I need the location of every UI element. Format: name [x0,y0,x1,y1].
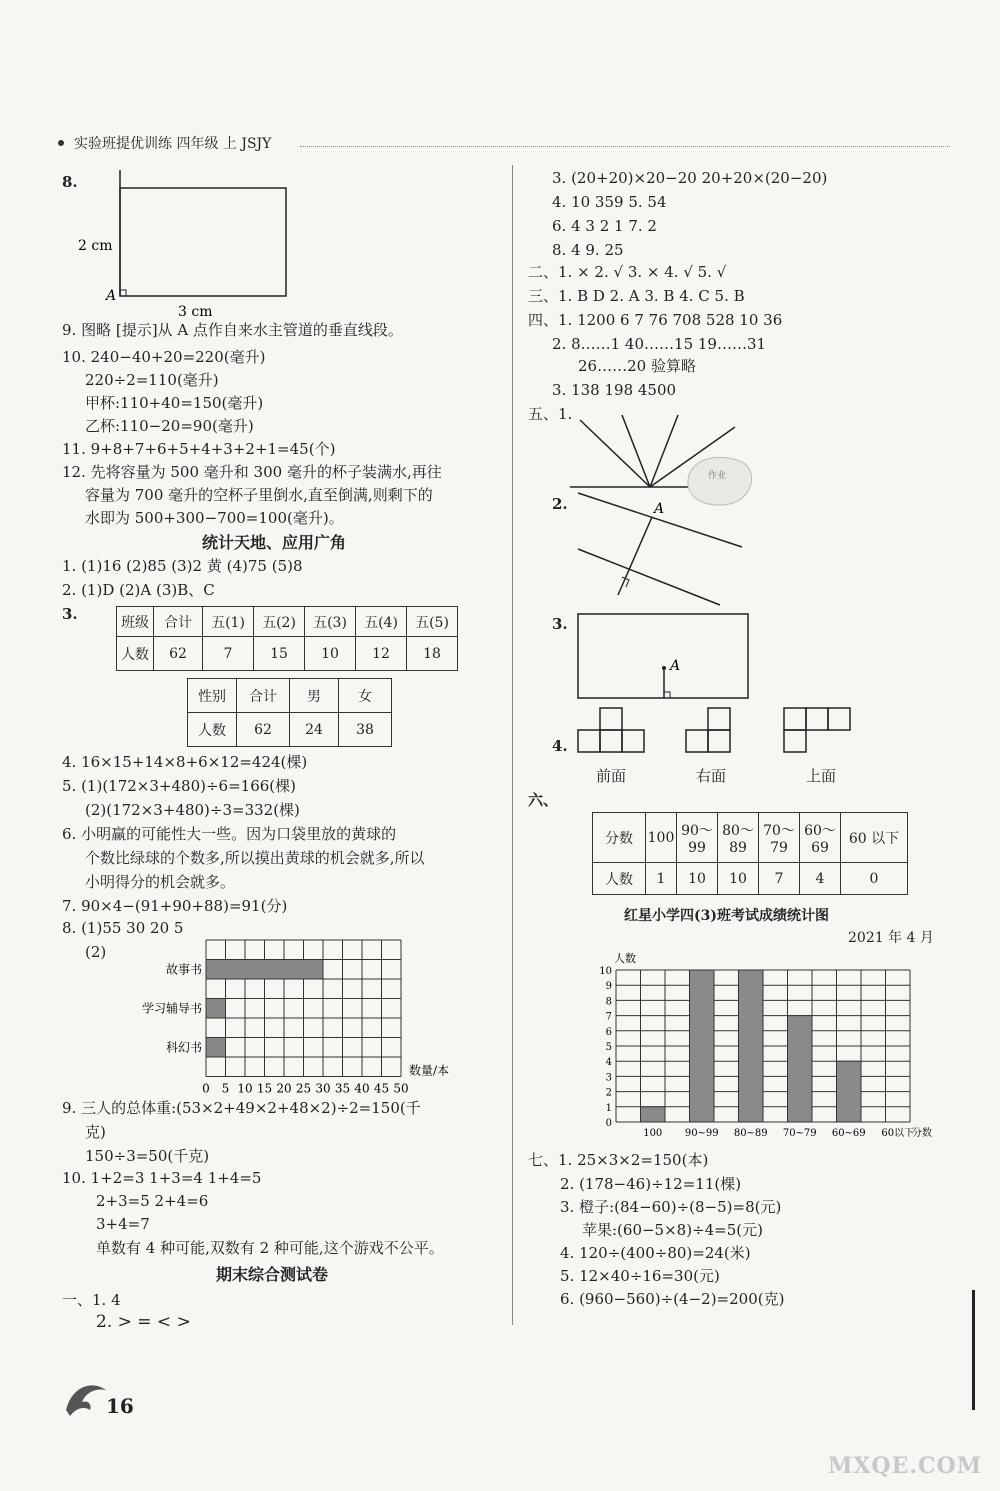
page-number: 16 [106,1394,134,1418]
q9-line: 9. 图略 [提示]从 A 点作自来水主管道的垂直线段。 [62,321,403,339]
edge-bar [972,1290,975,1410]
score-y-label: 人数 [614,952,636,965]
book-x-tick: 30 [315,1081,331,1096]
s1-q3: 3. [62,605,78,623]
t1-h2: 五(1) [203,607,254,637]
rect-bottom-label: 3 cm [178,304,213,320]
r-part6: 六、 [528,791,559,809]
r-part5-q1: 五、1. [528,405,573,423]
score-y-tick: 10 [599,966,612,977]
t1-h0: 班级 [117,607,154,637]
score-y-tick: 3 [605,1072,612,1084]
view-top: 上面 [806,767,837,785]
q12-line3: 水即为 500+300−700=100(毫升)。 [85,509,344,527]
book-bar-0 [206,960,323,980]
t3-r5: 4 [800,863,841,895]
book-x-tick: 50 [393,1081,409,1096]
t2-r2: 24 [290,713,339,747]
r-q8: 8. 4 9. 25 [552,241,624,259]
header-rule [300,146,950,147]
score-category-label: 60~69 [831,1128,866,1139]
r-part7-q4: 4. 120÷(400÷80)=24(米) [560,1244,751,1262]
t3-r1: 1 [646,863,677,895]
r-part5-q3: 3. [552,615,568,633]
t1-r5: 12 [356,637,407,671]
score-y-tick: 9 [605,981,612,993]
class-table [116,606,458,671]
t1-r3: 15 [254,637,305,671]
s4-q1: 一、1. 4 [62,1291,121,1309]
t3-h3: 80～ 89 [718,813,759,863]
t2-r0: 人数 [188,713,237,747]
t3-h2: 90～ 99 [677,813,718,863]
score-category-label: 70~79 [782,1128,817,1139]
score-y-tick: 2 [605,1087,612,1099]
book-category-label: 故事书 [165,962,202,977]
r-part7-q5: 5. 12×40÷16=30(元) [560,1267,720,1285]
views-figure [576,706,856,756]
r-part3: 三、1. B D 2. A 3. B 4. C 5. B [528,287,745,305]
s2-q6c: 小明得分的机会就多。 [85,873,236,891]
r-part5-q4: 4. [552,737,568,755]
t1-h5: 五(4) [356,607,407,637]
t1-h1: 合计 [154,607,203,637]
r-q4: 4. 10 359 5. 54 [552,193,667,211]
book-x-tick: 5 [221,1081,230,1096]
score-y-tick: 4 [605,1057,612,1069]
r-part4-q1: 四、1. 1200 6 7 76 708 528 10 36 [528,311,783,329]
s2-q6b: 个数比绿球的个数多,所以摸出黄球的机会就多,所以 [85,849,425,867]
gender-table [187,678,392,747]
r-part2: 二、1. × 2. √ 3. × 4. √ 5. √ [528,263,727,281]
section-title-final: 期末综合测试卷 [216,1265,329,1284]
t1-r4: 10 [305,637,356,671]
q8-label: 8. [62,173,78,191]
q11-line: 11. 9+8+7+6+5+4+3+2+1=45(个) [62,440,336,458]
score-bar-3 [788,1016,813,1122]
section-title-stats: 统计天地、应用广角 [202,533,347,552]
score-y-tick: 0 [605,1118,612,1129]
book-x-tick: 35 [334,1081,351,1096]
s3-q10c: 3+4=7 [96,1215,150,1233]
s3-q9c: 150÷3=50(千克) [85,1147,210,1165]
t1-r1: 62 [154,637,203,671]
book-x-tick: 45 [373,1081,390,1096]
s1-q2: 2. (1)D (2)A (3)B、C [62,581,215,599]
chart-title: 红星小学四(3)班考试成绩统计图 [624,908,829,924]
chart-date: 2021 年 4 月 [848,930,934,946]
score-y-tick: 7 [605,1011,612,1023]
score-chart [586,946,932,1146]
book-category-label: 学习辅导书 [141,1001,202,1016]
q12-line2: 容量为 700 毫升的空杯子里倒水,直至倒满,则剩下的 [85,486,433,504]
s2-q5a: 5. (1)(172×3+480)÷6=166(棵) [62,777,296,795]
score-bar-1 [690,970,715,1122]
column-divider [512,165,513,1325]
dolphin-icon [62,1376,112,1420]
book-x-tick: 40 [354,1081,370,1096]
s3-q10b: 2+3=5 2+4=6 [96,1192,209,1210]
score-category-label: 100 [643,1128,663,1139]
rect-side-label: 2 cm [78,238,113,254]
t2-h2: 男 [290,679,339,713]
s2-q4: 4. 16×15+14×8+6×12=424(棵) [62,753,308,771]
book-category-label: 科幻书 [165,1040,202,1055]
book-x-tick: 20 [276,1081,292,1096]
book-x-label: 数量/本 [409,1063,450,1078]
t3-h0: 分数 [593,813,646,863]
q10-line1: 10. 240−40+20=220(毫升) [62,348,266,366]
t3-h5: 60～ 69 [800,813,841,863]
r-part7-q2: 2. (178−46)÷12=11(棵) [560,1175,742,1193]
t1-r2: 7 [203,637,254,671]
score-y-tick: 8 [605,996,612,1008]
t3-r0: 人数 [593,863,646,895]
score-x-label: 分数 [912,1128,932,1139]
q10-line2: 220÷2=110(毫升) [85,371,219,389]
s2-q7: 7. 90×4−(91+90+88)=91(分) [62,897,288,915]
s3-q9a: 9. 三人的总体重:(53×2+49×2+48×2)÷2=150(千 [62,1099,421,1117]
header-title: 实验班提优训练 四年级 上 JSJY [74,136,272,152]
rectangle-figure [78,170,298,320]
view-right: 右面 [696,767,727,785]
s2-q8a: 8. (1)55 30 20 5 [62,919,184,937]
s3-q10d: 单数有 4 种可能,双数有 2 种可能,这个游戏不公平。 [96,1239,444,1257]
book-x-tick: 0 [202,1081,210,1096]
s3-q10a: 10. 1+2=3 1+3=4 1+4=5 [62,1169,262,1187]
watermark: MXQE.COM [828,1453,983,1479]
point-a-label-2: A [654,501,665,517]
view-front: 前面 [596,767,627,785]
r-part4-q3: 3. 138 198 4500 [552,381,677,399]
score-category-label: 90~99 [684,1128,719,1139]
r-q6: 6. 4 3 2 1 7. 2 [552,217,657,235]
t1-r0: 人数 [117,637,154,671]
t3-r3: 10 [718,863,759,895]
s2-q5b: (2)(172×3+480)÷3=332(棵) [85,801,300,819]
t2-h0: 性别 [188,679,237,713]
book-x-tick: 10 [237,1081,253,1096]
t1-h4: 五(3) [305,607,356,637]
t3-h1: 100 [646,813,677,863]
books-chart [140,934,480,1099]
s1-q1: 1. (1)16 (2)85 (3)2 黄 (4)75 (5)8 [62,557,303,575]
score-y-tick: 5 [605,1042,612,1053]
book-x-tick: 15 [256,1081,273,1096]
score-category-label: 60以下 [881,1128,915,1139]
r-part4-q2b: 26……20 验算略 [578,357,696,375]
s3-q9b: 克) [85,1123,106,1141]
q10-line3: 甲杯:110+40=150(毫升) [85,394,264,412]
score-bar-0 [641,1107,666,1122]
s2-q6a: 6. 小明赢的可能性大一些。因为口袋里放的黄球的 [62,825,397,843]
r-q3: 3. (20+20)×20−20 20+20×(20−20) [552,169,828,187]
book-bar-2 [206,1038,226,1058]
t2-r1: 62 [237,713,290,747]
score-y-tick: 1 [605,1102,612,1114]
t3-h6: 60 以下 [841,813,908,863]
book-bar-1 [206,999,226,1019]
score-table [592,812,908,895]
s4-q2: 2. > = < > [96,1312,191,1332]
header-bullet [58,140,64,146]
t1-h6: 五(5) [407,607,458,637]
r-part5-q2: 2. [552,495,568,513]
r-part7-q3a: 3. 橙子:(84−60)÷(8−5)=8(元) [560,1198,782,1216]
score-bar-2 [739,970,764,1122]
point-a-label-3: A [670,658,681,674]
t1-r6: 18 [407,637,458,671]
r-part4-q2a: 2. 8……1 40……15 19……31 [552,335,767,353]
rect-point-label: A [106,288,117,304]
t3-r2: 10 [677,863,718,895]
s2-q8b: (2) [85,943,107,961]
t3-h4: 70～ 79 [759,813,800,863]
r-part7-q1: 七、1. 25×3×2=150(本) [528,1151,709,1169]
r-part7-q3b: 苹果:(60−5×8)÷4=5(元) [582,1221,763,1239]
t3-r4: 7 [759,863,800,895]
q10-line4: 乙杯:110−20=90(毫升) [85,417,254,435]
r-part7-q6: 6. (960−560)÷(4−2)=200(克) [560,1290,785,1308]
score-y-tick: 6 [605,1026,612,1038]
score-category-label: 80~89 [733,1128,768,1139]
t3-r6: 0 [841,863,908,895]
q12-line1: 12. 先将容量为 500 毫升和 300 毫升的杯子装满水,再往 [62,463,442,481]
stamp-text: 作业 [708,471,727,481]
book-x-tick: 25 [295,1081,312,1096]
score-bar-4 [837,1061,862,1122]
t2-h3: 女 [339,679,392,713]
t1-h3: 五(2) [254,607,305,637]
t2-h1: 合计 [237,679,290,713]
t2-r3: 38 [339,713,392,747]
perpendicular-figure [578,485,748,610]
rectangle-a-figure [576,612,751,702]
